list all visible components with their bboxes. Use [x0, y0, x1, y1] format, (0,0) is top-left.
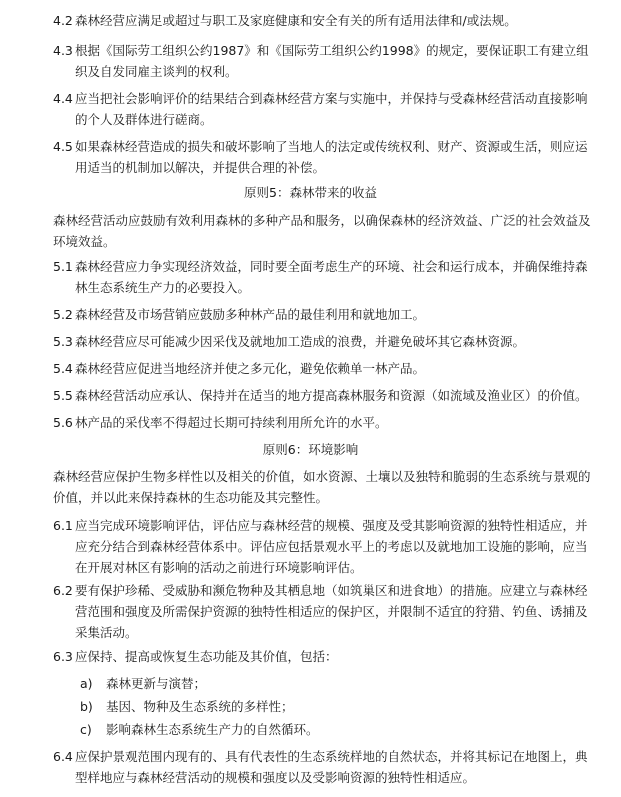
clause-5-1: [53, 256, 593, 298]
list-item-b: [80, 696, 560, 717]
list-item-text: 森林更新与演替；: [105, 676, 206, 691]
clause-text: 森林经营活动应承认、保持并在适当的地方提高森林服务和资源（如流域及渔业区）的价值。: [75, 388, 588, 403]
clause-text: 森林经营及市场营销应鼓励多种林产品的最佳利用和就地加工。: [75, 307, 426, 322]
principle-5-heading: 原则5：森林带来的收益: [244, 185, 377, 200]
principle-6-heading: 原则6：环境影响: [262, 442, 359, 457]
clause-5-6: [53, 412, 593, 433]
clause-5-5: [53, 385, 593, 406]
list-item-label: a): [80, 676, 93, 691]
clause-number: 6.2: [53, 583, 73, 598]
clause-number: 4.5: [53, 139, 73, 154]
clause-4-4: [53, 88, 593, 130]
list-item-a: [80, 673, 560, 694]
clause-text: 根据《国际劳工组织公约1987》和《国际劳工组织公约1998》的规定，要保证职工有建立组织及自发同雇主谈判的权利。: [75, 43, 589, 79]
clause-text: 应保护景观范围内现有的、具有代表性的生态系统样地的自然状态，并将其标记在地图上，典型样地应与森林经营活动的规模和强度以及受影响资源的独特性相适应。: [75, 749, 588, 785]
clause-text: 要有保护珍稀、受威胁和濒危物种及其栖息地（如筑巢区和进食地）的措施。应建立与森林经营范围和强度及所需保护资源的独特性相适应的保护区，并限制不适宜的狩猎、钓鱼、诱捕及采集活动。: [75, 583, 588, 640]
clause-5-4: [53, 358, 593, 379]
clause-number: 4.3: [53, 43, 73, 58]
clause-text: 如果森林经营造成的损失和破坏影响了当地人的法定或传统权利、财产、资源或生活，则应运用适当的机制加以解决，并提供合理的补偿。: [75, 139, 588, 175]
clause-number: 5.3: [53, 334, 73, 349]
clause-number: 5.4: [53, 361, 73, 376]
clause-6-4: [53, 746, 593, 788]
clause-text: 应当把社会影响评价的结果结合到森林经营方案与实施中，并保持与受森林经营活动直接影响的个人及群体进行磋商。: [75, 91, 588, 127]
clause-text: 森林经营应促进当地经济并使之多元化，避免依赖单一林产品。: [75, 361, 426, 376]
clause-text: 林产品的采伐率不得超过长期可持续利用所允许的水平。: [75, 415, 388, 430]
list-item-label: b): [80, 699, 93, 714]
clause-text: 应保持、提高或恢复生态功能及其价值，包括：: [75, 649, 338, 664]
clause-number: 5.6: [53, 415, 73, 430]
list-item-label: c): [80, 722, 92, 737]
clause-6-2: [53, 580, 593, 643]
clause-4-3: [53, 40, 593, 82]
clause-number: 5.2: [53, 307, 73, 322]
clause-number: 4.2: [53, 13, 73, 28]
list-item-c: [80, 719, 560, 740]
clause-text: 应当完成环境影响评估，评估应与森林经营的规模、强度及受其影响资源的独特性相适应，并应充分结合到森林经营体系中。评估应包括景观水平上的考虑以及就地加工设施的影响，应当在开展对林区有影响的活动之前进行环境影响评估。: [75, 518, 588, 575]
clause-6-3: [53, 646, 593, 667]
list-item-text: 基因、物种及生态系统的多样性；: [105, 699, 294, 714]
list-item-text: 影响森林生态系统生产力的自然循环。: [105, 722, 319, 737]
clause-number: 5.5: [53, 388, 73, 403]
clause-number: 6.1: [53, 518, 73, 533]
clause-text: 森林经营应力争实现经济效益，同时要全面考虑生产的环境、社会和运行成本，并确保维持森林生态系统生产力的必要投入。: [75, 259, 588, 295]
clause-6-1: [53, 515, 593, 578]
principle-5-intro: 森林经营活动应鼓励有效利用森林的多种产品和服务，以确保森林的经济效益、广泛的社会效益及环境效益。: [53, 213, 591, 249]
clause-4-5: [53, 136, 593, 178]
clause-4-2: [53, 10, 593, 31]
clause-text: 森林经营应尽可能减少因采伐及就地加工造成的浪费，并避免破坏其它森林资源。: [75, 334, 526, 349]
clause-number: 6.3: [53, 649, 73, 664]
principle-6-intro: 森林经营应保护生物多样性以及相关的价值，如水资源、土壤以及独特和脆弱的生态系统与景观的价值，并以此来保持森林的生态功能及其完整性。: [53, 469, 591, 505]
clause-text: 森林经营应满足或超过与职工及家庭健康和安全有关的所有适用法律和/或法规。: [75, 13, 517, 28]
clause-5-2: [53, 304, 593, 325]
clause-number: 6.4: [53, 749, 73, 764]
clause-5-3: [53, 331, 593, 352]
clause-number: 5.1: [53, 259, 73, 274]
clause-number: 4.4: [53, 91, 73, 106]
